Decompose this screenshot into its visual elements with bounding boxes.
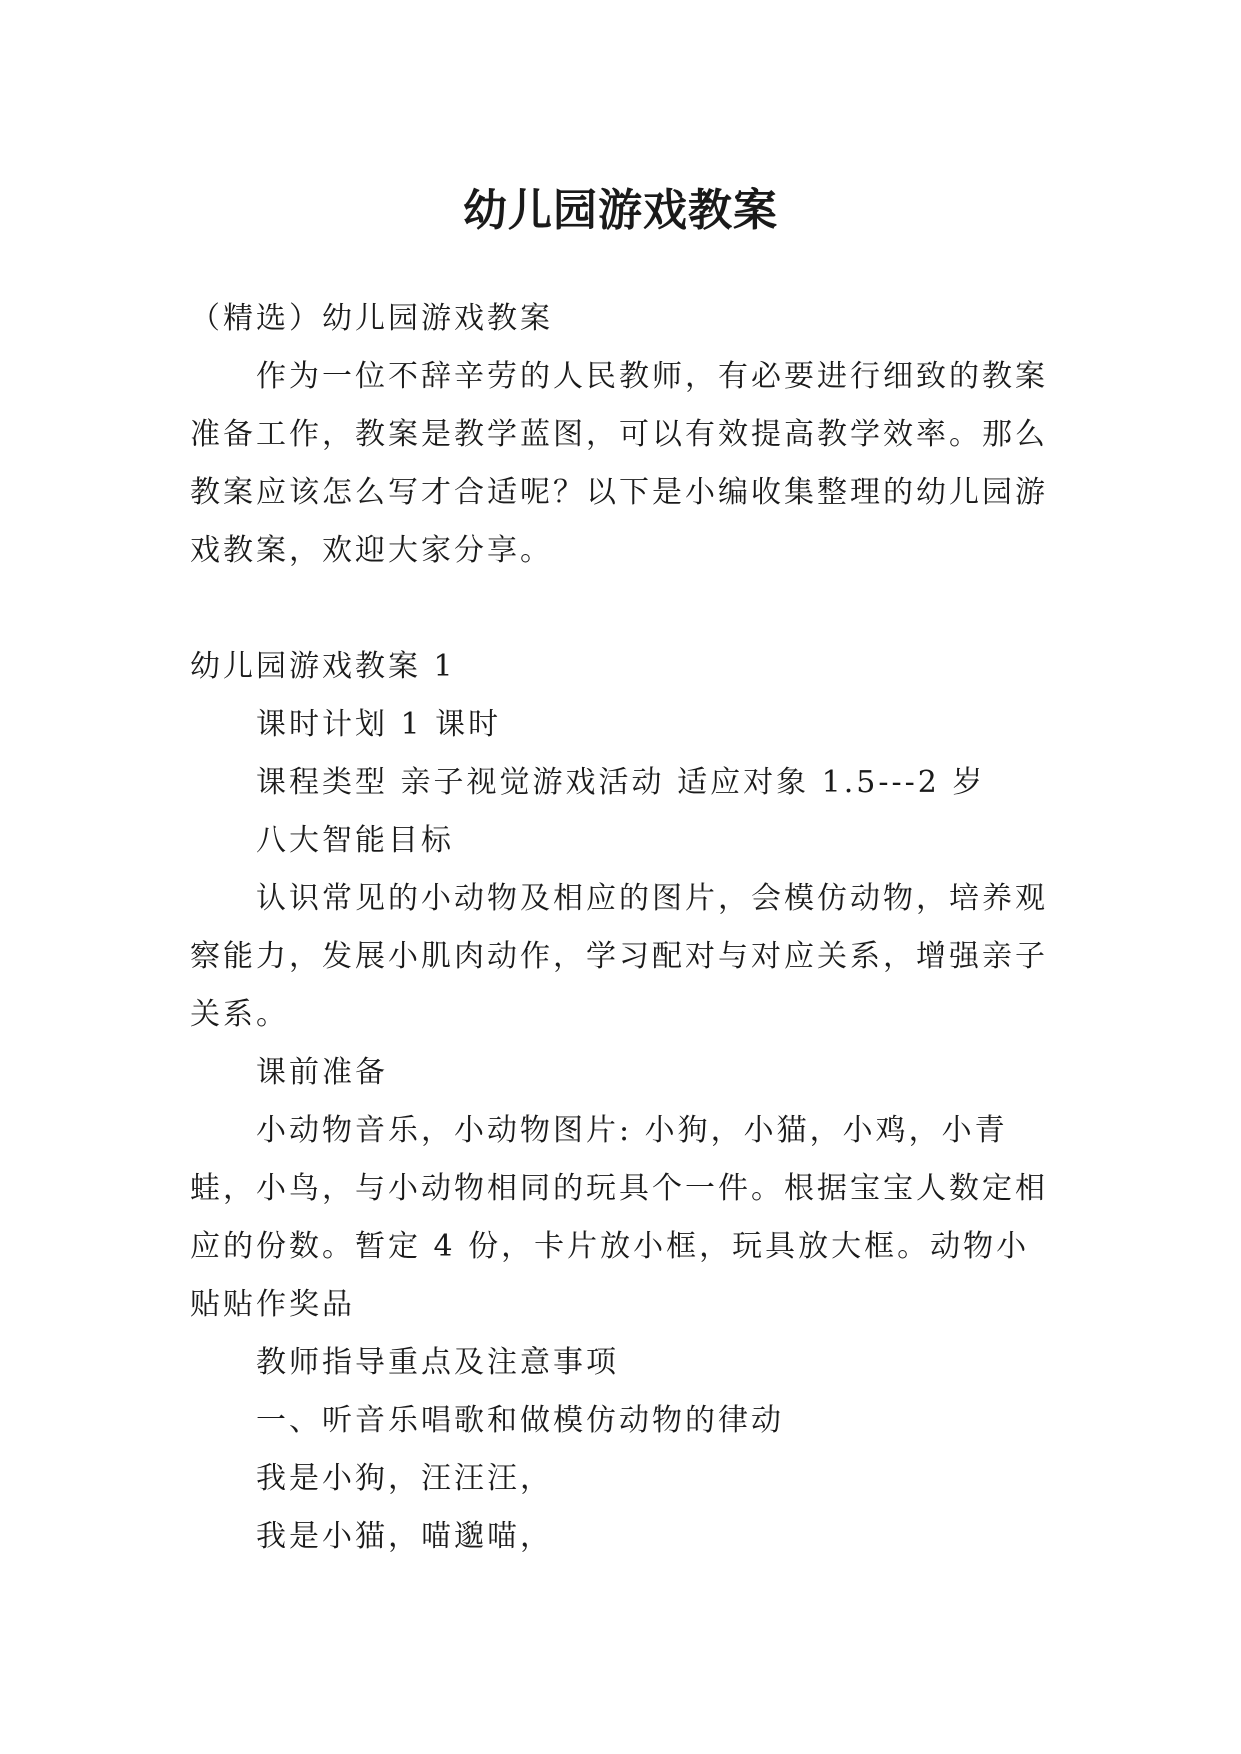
section-heading: 幼儿园游戏教案 1 bbox=[190, 649, 456, 684]
paragraph: 教师指导重点及注意事项 bbox=[256, 1345, 619, 1380]
paragraph: 认识常见的小动物及相应的图片，会模仿动物，培养观察能力，发展小肌肉动作，学习配对与对应关系，增强亲子关系。 bbox=[190, 881, 1048, 1032]
document-body bbox=[190, 290, 1050, 1566]
paragraph: （精选）幼儿园游戏教案 bbox=[190, 301, 553, 336]
paragraph: 课时计划 1 课时 bbox=[256, 707, 502, 742]
paragraph: 我是小狗，汪汪汪， bbox=[256, 1461, 553, 1496]
paragraph: 课前准备 bbox=[256, 1055, 388, 1090]
paragraph: 作为一位不辞辛劳的人民教师，有必要进行细致的教案准备工作，教案是教学蓝图，可以有效提高教学效率。那么教案应该怎么写才合适呢？以下是小编收集整理的幼儿园游戏教案，欢迎大家分享。 bbox=[190, 359, 1048, 568]
document-title: 幼儿园游戏教案 bbox=[463, 185, 778, 237]
paragraph: 一、听音乐唱歌和做模仿动物的律动 bbox=[256, 1403, 784, 1438]
paragraph: 课程类型 亲子视觉游戏活动 适应对象 1.5---2 岁 bbox=[256, 765, 986, 800]
paragraph: 八大智能目标 bbox=[256, 823, 454, 858]
paragraph: 我是小猫，喵邈喵， bbox=[256, 1519, 553, 1554]
paragraph: 小动物音乐，小动物图片: 小狗，小猫，小鸡，小青蛙，小鸟，与小动物相同的玩具个一件。根据宝宝人数定相应的份数。暂定 4 份，卡片放小框，玩具放大框。动物小贴贴作奖品 bbox=[190, 1113, 1048, 1322]
